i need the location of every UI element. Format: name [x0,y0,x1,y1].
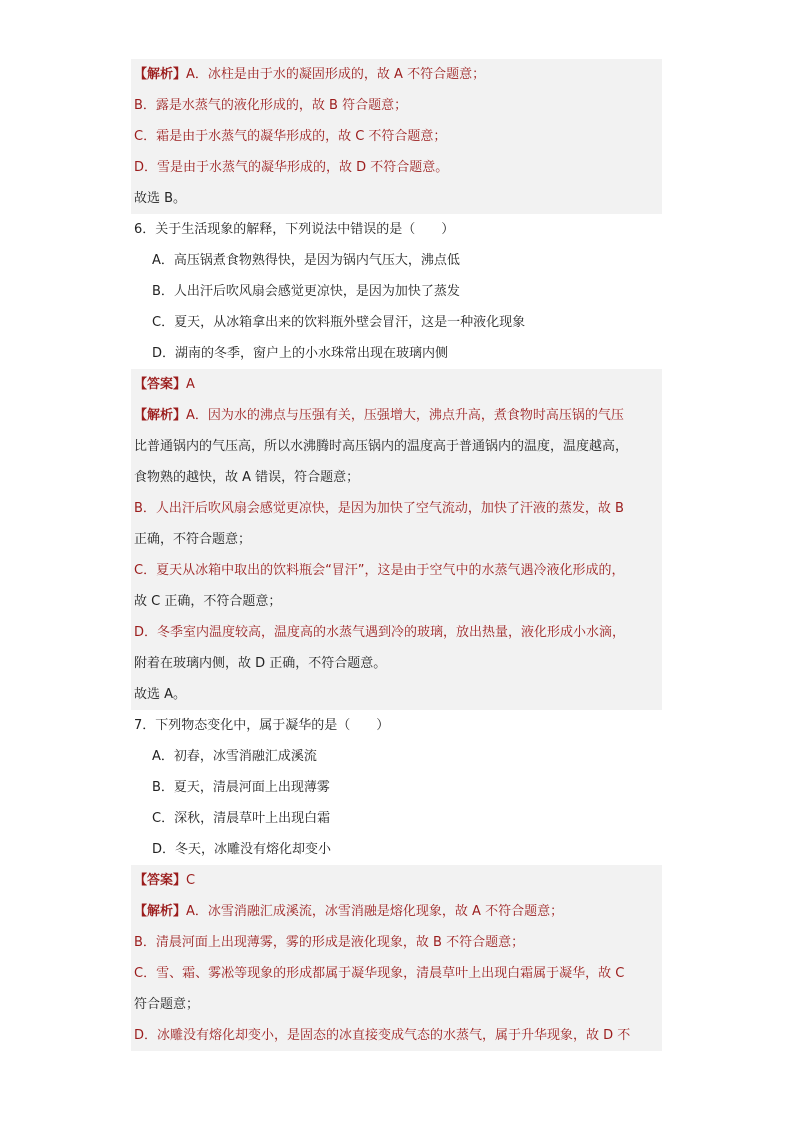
explanation-line [131,958,662,989]
question-line [131,710,662,741]
explanation-line [131,989,662,1020]
option-line [131,245,662,276]
answer-tag: 【答案】 [134,873,187,888]
explanation-tag: 【解析】 [134,67,187,82]
line-text: C．雪、霜、雾凇等现象的形成都属于凝华现象，清晨草叶上出现白霜属于凝华，故 C [134,966,625,981]
explanation-line [131,121,662,152]
line-text: 故选 B。 [134,191,187,206]
explanation-line [131,462,662,493]
line-text: 食物熟的越快，故 A 错误，符合题意； [134,470,360,485]
line-text: C [186,873,196,888]
explanation-tag: 【解析】 [134,408,187,423]
line-text: 7．下列物态变化中，属于凝华的是（ ） [134,718,390,733]
explanation-line [131,431,662,462]
explanation-line [131,555,662,586]
line-text: A．冰柱是由于水的凝固形成的，故 A 不符合题意； [186,67,486,82]
explanation-line [131,90,662,121]
explanation-line [131,1020,662,1051]
explanation-line [131,679,662,710]
explanation-line [131,927,662,958]
explanation-line [131,648,662,679]
document-page [131,59,662,1051]
explanation-line [131,524,662,555]
line-text: A．冰雪消融汇成溪流，冰雪消融是熔化现象，故 A 不符合题意； [186,904,564,919]
line-text: A．高压锅煮食物熟得快，是因为锅内气压大，沸点低 [152,253,460,268]
line-text: C．夏天从冰箱中取出的饮料瓶会“冒汗”，这是由于空气中的水蒸气遇冷液化形成的， [134,563,625,578]
explanation-line [131,493,662,524]
line-text: A．因为水的沸点与压强有关，压强增大，沸点升高，煮食物时高压锅的气压 [186,408,624,423]
explanation-line [131,400,662,431]
line-text: B．露是水蒸气的液化形成的，故 B 符合题意； [134,98,408,113]
explanation-line [131,617,662,648]
line-text: D．冬天，冰雕没有熔化却变小 [152,842,332,857]
answer-tag: 【答案】 [134,377,187,392]
line-text: 符合题意； [134,997,200,1012]
answer-line [131,865,662,896]
option-line [131,307,662,338]
option-line [131,834,662,865]
question-line [131,214,662,245]
line-text: D．冰雕没有熔化却变小，是固态的冰直接变成气态的水蒸气，属于升华现象，故 D 不 [134,1028,631,1043]
explanation-line [131,183,662,214]
line-text: 故 C 正确，不符合题意； [134,594,282,609]
line-text: 6．关于生活现象的解释，下列说法中错误的是（ ） [134,222,455,237]
line-text: B．人出汗后吹风扇会感觉更凉快，是因为加快了空气流动，加快了汗液的蒸发，故 B [134,501,624,516]
option-line [131,276,662,307]
line-text: B．人出汗后吹风扇会感觉更凉快，是因为加快了蒸发 [152,284,460,299]
line-text: 故选 A。 [134,687,187,702]
option-line [131,803,662,834]
line-text: 附着在玻璃内侧，故 D 正确，不符合题意。 [134,656,387,671]
option-line [131,741,662,772]
line-text: 比普通锅内的气压高，所以水沸腾时高压锅内的温度高于普通锅内的温度，温度越高， [134,439,629,454]
explanation-line [131,59,662,90]
answer-line [131,369,662,400]
line-text: D．冬季室内温度较高，温度高的水蒸气遇到冷的玻璃，放出热量，液化形成小水滴， [134,625,626,640]
line-text: B．夏天，清晨河面上出现薄雾 [152,780,330,795]
line-text: C．夏天，从冰箱拿出来的饮料瓶外壁会冒汗，这是一种液化现象 [152,315,526,330]
line-text: A [186,377,195,392]
line-text: C．深秋，清晨草叶上出现白霜 [152,811,331,826]
line-text: C．霜是由于水蒸气的凝华形成的，故 C 不符合题意； [134,129,447,144]
line-text: A．初春，冰雪消融汇成溪流 [152,749,317,764]
line-text: 正确，不符合题意； [134,532,252,547]
explanation-line [131,152,662,183]
explanation-line [131,586,662,617]
option-line [131,772,662,803]
line-text: D．湖南的冬季，窗户上的小水珠常出现在玻璃内侧 [152,346,449,361]
line-text: B．清晨河面上出现薄雾，雾的形成是液化现象，故 B 不符合题意； [134,935,525,950]
explanation-tag: 【解析】 [134,904,187,919]
explanation-line [131,896,662,927]
option-line [131,338,662,369]
line-text: D．雪是由于水蒸气的凝华形成的，故 D 不符合题意。 [134,160,449,175]
